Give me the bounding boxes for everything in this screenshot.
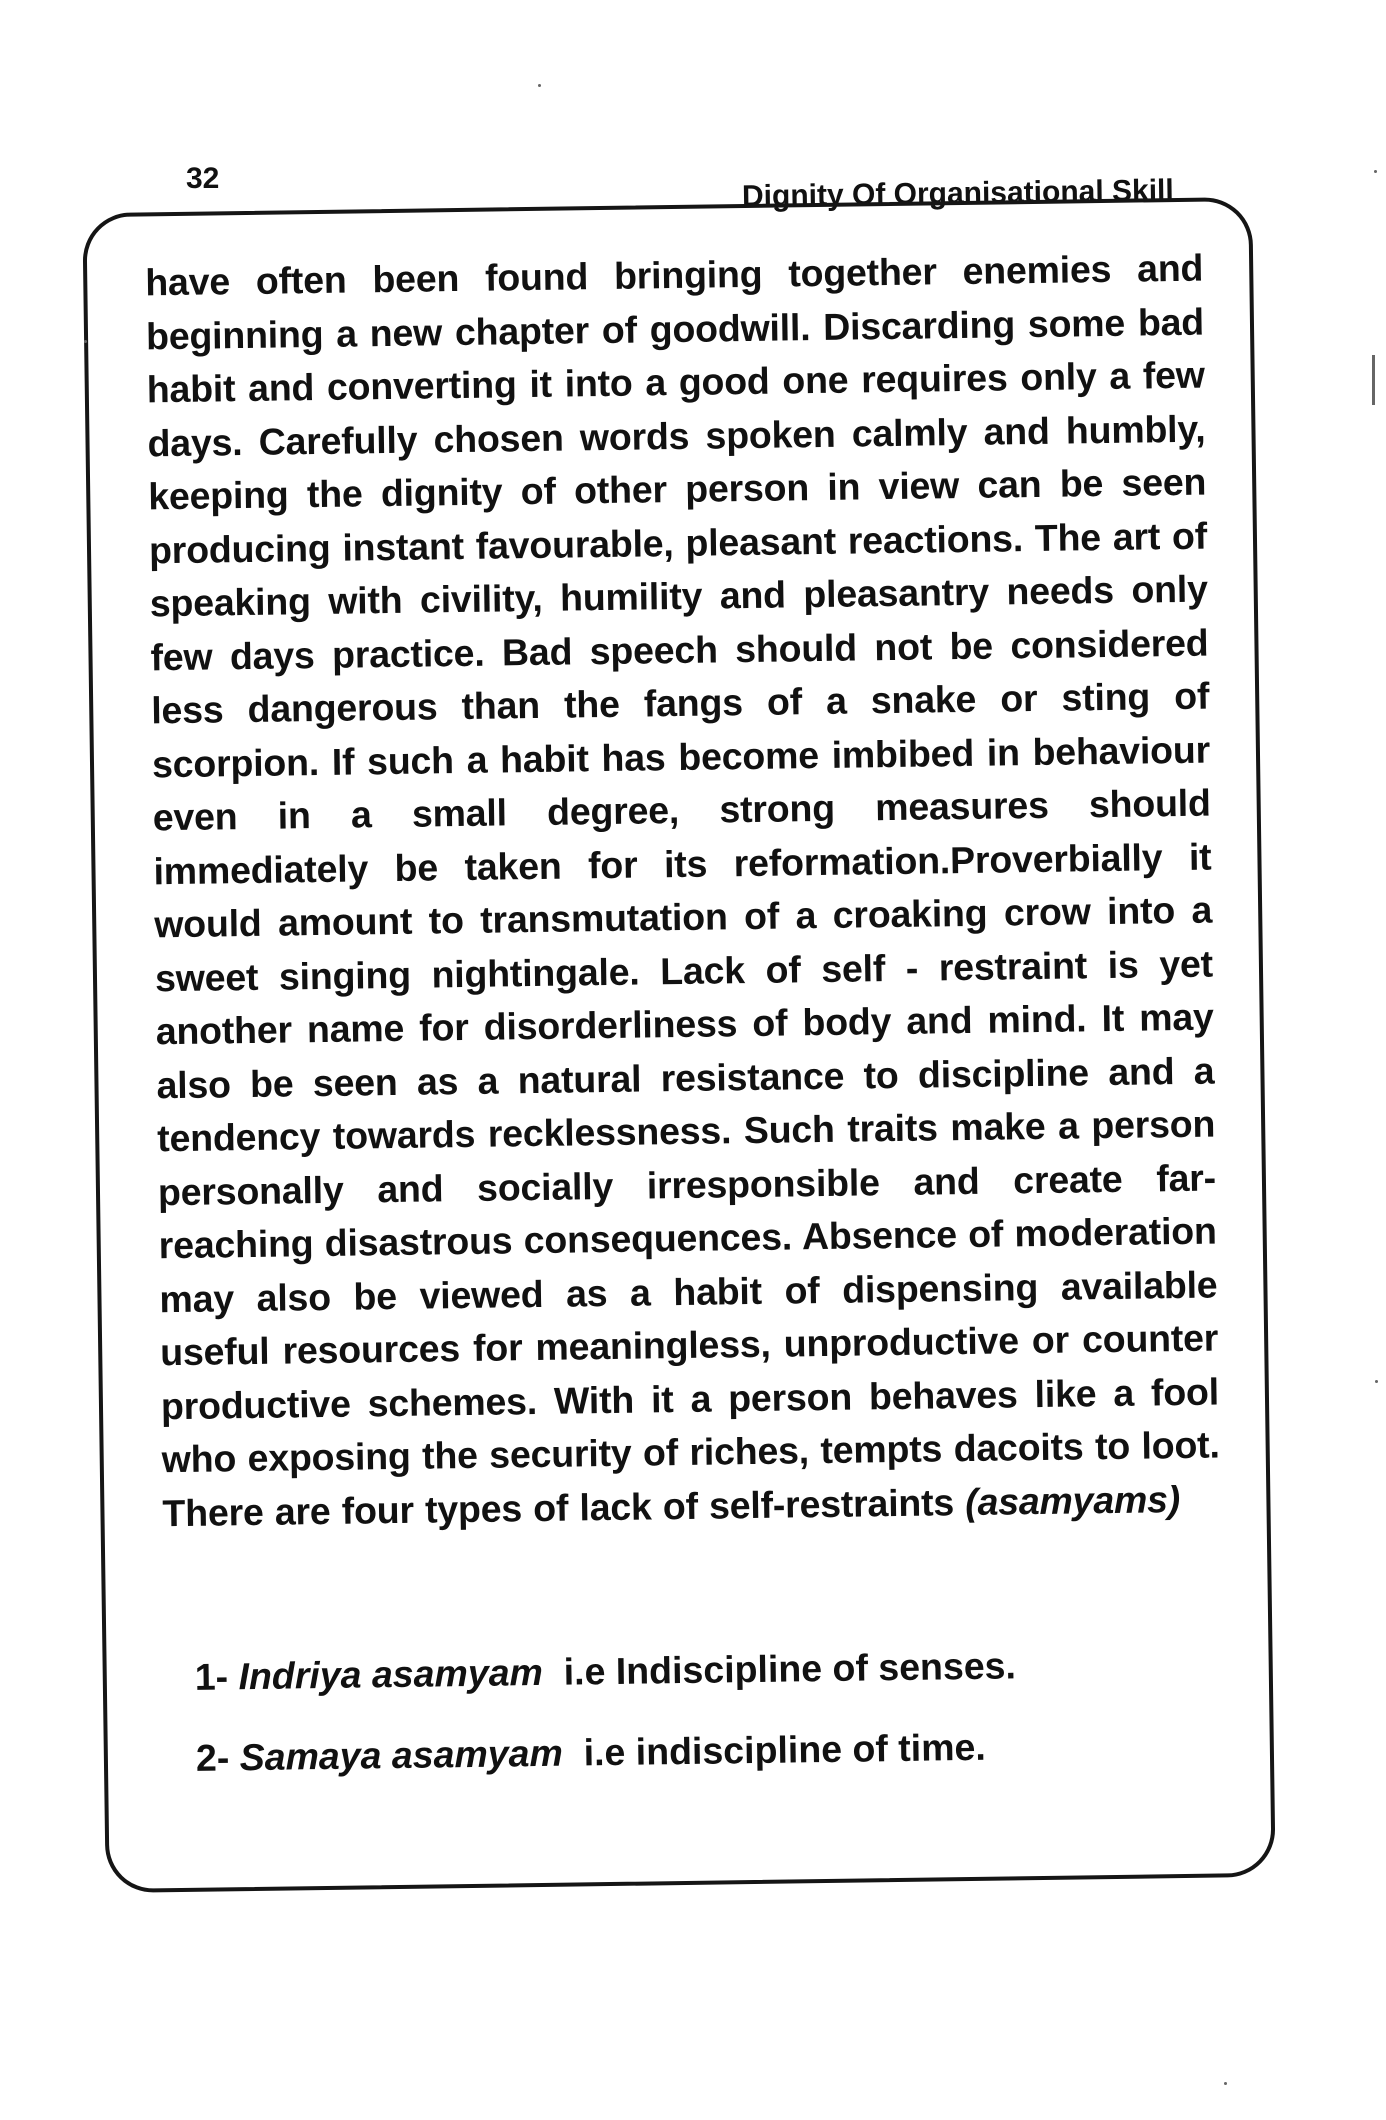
running-title: Dignity Of Organisational Skill [741,173,1174,213]
list-item-number: 1- [194,1655,229,1698]
list-item-term: Samaya asamyam [239,1731,564,1779]
scan-speck [1375,1380,1378,1383]
content-frame [82,197,1275,1893]
list-item-meaning: i.e indiscipline of time. [583,1725,987,1774]
paragraph-term: (asamyams) [964,1477,1181,1523]
scan-speck [1372,355,1375,405]
scan-speck [1224,2082,1227,2085]
scan-speck [84,340,87,343]
body-paragraph [145,242,1221,1541]
list-item-meaning: i.e Indiscipline of senses. [563,1644,1017,1693]
page-number: 32 [186,162,220,195]
scan-speck [1374,170,1377,173]
asamyam-list [194,1642,1196,1818]
list-item-term: Indriya asamyam [238,1650,544,1698]
scan-speck [538,84,541,87]
list-item [194,1642,1195,1709]
paragraph-text: have often been found bringing together enemies and beginning a new chapter of goodwill. Discarding some bad habit and converting it into a good one requires only a few days. Carefully chosen words spoken calmly and humbly, keeping the dignity of other person in view can be seen producing instant favourable, pleasant reactions. The art of speaking with civility, humility and pleasantry needs only few days practice. Bad speech should not be considered less dangerous than the fangs of a snake or sting of scorpion. If such a habit has become imbibed in behaviour even in a small degree, strong measures should immediately be taken for its reformation.Proverbially it would amount to transmutation of a croaking crow into a sweet singing nightingale. Lack of self - restraint is yet another name for disorderliness of body and mind. It may also be seen as a natural resistance to discipline and a tendency towards recklessness. Such traits make a person personally and socially irresponsible and create far-reaching disastrous consequences. Absence of moderation may also be viewed as a habit of dispensing available useful resources for meaningless, unproductive or counter productive schemes. With it a person behaves like a fool who exposing the security of riches, tempts dacoits to loot. There are four types of lack of self-restraints [145,246,1220,1534]
list-item [196,1723,1197,1790]
list-item-number: 2- [195,1736,230,1779]
